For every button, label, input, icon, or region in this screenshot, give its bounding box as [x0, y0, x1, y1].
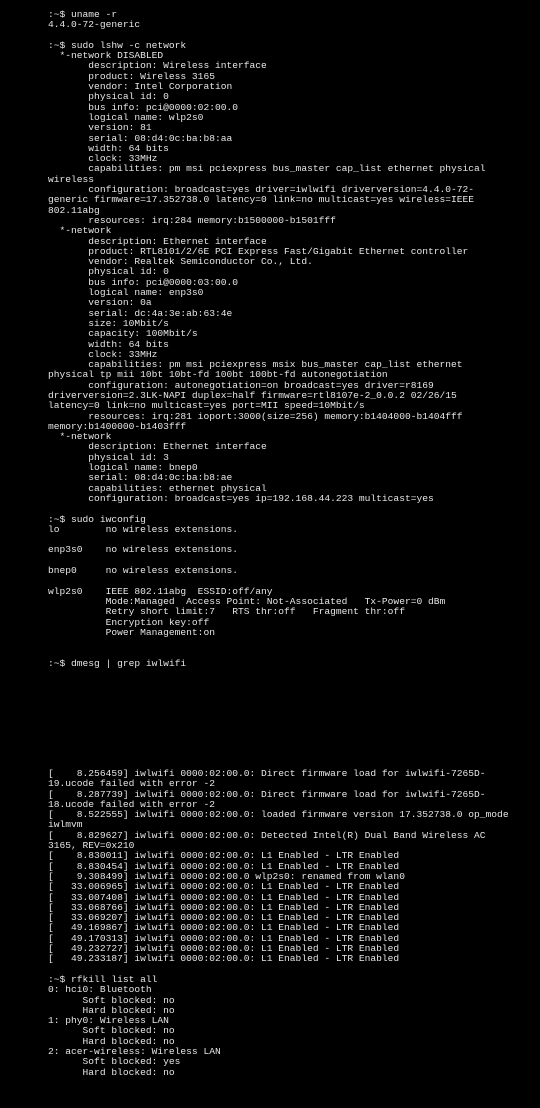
terminal-line: 4.4.0-72-generic: [48, 19, 141, 31]
terminal-line: generic firmware=17.352738.0 latency=0 link=no multicast=yes wireless=IEEE: [48, 194, 475, 206]
terminal-line: configuration: autonegotiation=on broadcast=yes driver=r8169: [48, 379, 434, 391]
terminal-line: wlp2s0 IEEE 802.11abg ESSID:off/any: [48, 585, 273, 597]
terminal-line: 1: phy0: Wireless LAN: [48, 1015, 169, 1027]
terminal-line: capabilities: pm msi pciexpress bus_master cap_list ethernet physical: [48, 163, 486, 175]
terminal-line: [ 33.068766] iwlwifi 0000:02:00.0: L1 Enabled - LTR Enabled: [48, 901, 400, 913]
terminal-line: *-network: [48, 225, 112, 237]
terminal-line: physical id: 0: [48, 266, 169, 278]
terminal-line: 802.11abg: [48, 204, 100, 216]
terminal-line: vendor: Intel Corporation: [48, 81, 233, 93]
terminal-line: enp3s0 no wireless extensions.: [48, 544, 238, 556]
terminal-line: lo no wireless extensions.: [48, 523, 238, 535]
terminal-line: serial: dc:4a:3e:ab:63:4e: [48, 307, 233, 319]
terminal-line: clock: 33MHz: [48, 153, 158, 165]
terminal-line: :~$ dmesg | grep iwlwifi: [48, 657, 187, 669]
terminal-line: iwlmvm: [48, 819, 83, 831]
terminal-line: bnep0 no wireless extensions.: [48, 565, 238, 577]
terminal-empty-gap: [48, 669, 540, 769]
terminal-line: width: 64 bits: [48, 142, 169, 154]
terminal-line: [ 49.170313] iwlwifi 0000:02:00.0: L1 Enabled - LTR Enabled: [48, 932, 400, 944]
terminal-line: resources: irq:281 ioport:3000(size=256) memory:b1404000-b1404fff: [48, 410, 463, 422]
terminal-line: size: 10Mbit/s: [48, 317, 169, 329]
terminal-line: description: Wireless interface: [48, 60, 267, 72]
terminal-line: [ 8.829627] iwlwifi 0000:02:00.0: Detected Intel(R) Dual Band Wireless AC: [48, 829, 486, 841]
terminal-block-commands: [48, 10, 540, 669]
terminal-line: width: 64 bits: [48, 338, 169, 350]
terminal-line: [ 8.830011] iwlwifi 0000:02:00.0: L1 Enabled - LTR Enabled: [48, 850, 400, 862]
terminal-line: Retry short limit:7 RTS thr:off Fragment thr:off: [48, 606, 405, 618]
terminal-line: product: RTL8101/2/6E PCI Express Fast/Gigabit Ethernet controller: [48, 245, 469, 257]
terminal-line: Mode:Managed Access Point: Not-Associated Tx-Power=0 dBm: [48, 595, 446, 607]
terminal-line: Soft blocked: no: [48, 994, 175, 1006]
terminal-line: [ 9.308499] iwlwifi 0000:02:00.0 wlp2s0: renamed from wlan0: [48, 870, 405, 882]
terminal-line: logical name: bnep0: [48, 462, 198, 474]
terminal-line: version: 81: [48, 122, 152, 134]
terminal-line: memory:b1400000-b1403fff: [48, 420, 187, 432]
terminal-line: logical name: enp3s0: [48, 287, 204, 299]
terminal-line: :~$ sudo iwconfig: [48, 513, 146, 525]
terminal-line: 0: hci0: Bluetooth: [48, 984, 152, 996]
terminal-line: 19.ucode failed with error -2: [48, 778, 215, 790]
terminal-line: :~$ rfkill list all: [48, 973, 158, 985]
terminal-line: driverversion=2.3LK-NAPI duplex=half firmware=rtl8107e-2_0.0.2 02/26/15: [48, 389, 457, 401]
terminal-line: [ 49.169867] iwlwifi 0000:02:00.0: L1 Enabled - LTR Enabled: [48, 922, 400, 934]
terminal-line: latency=0 link=no multicast=yes port=MII speed=10Mbit/s: [48, 400, 365, 412]
terminal-line: configuration: broadcast=yes ip=192.168.44.223 multicast=yes: [48, 492, 434, 504]
terminal-line: configuration: broadcast=yes driver=iwlwifi driverversion=4.4.0-72-: [48, 184, 475, 196]
terminal-line: [ 8.830454] iwlwifi 0000:02:00.0: L1 Enabled - LTR Enabled: [48, 860, 400, 872]
terminal-line: Soft blocked: no: [48, 1025, 175, 1037]
terminal-line: Hard blocked: no: [48, 1035, 175, 1047]
terminal-line: [48, 504, 540, 514]
terminal-line: resources: irq:284 memory:b1500000-b1501fff: [48, 214, 336, 226]
terminal-line: bus info: pci@0000:03:00.0: [48, 276, 238, 288]
terminal-line: *-network: [48, 431, 112, 443]
terminal-line: [ 33.069207] iwlwifi 0000:02:00.0: L1 Enabled - LTR Enabled: [48, 912, 400, 924]
terminal-line: [ 33.007408] iwlwifi 0000:02:00.0: L1 Enabled - LTR Enabled: [48, 891, 400, 903]
terminal-line: 2: acer-wireless: Wireless LAN: [48, 1046, 221, 1058]
terminal-line: [ 33.006965] iwlwifi 0000:02:00.0: L1 Enabled - LTR Enabled: [48, 881, 400, 893]
terminal-line: clock: 33MHz: [48, 348, 158, 360]
terminal-line: description: Ethernet interface: [48, 235, 267, 247]
terminal-line: version: 0a: [48, 297, 152, 309]
terminal-line: *-network DISABLED: [48, 50, 164, 62]
terminal-line: logical name: wlp2s0: [48, 111, 204, 123]
terminal-line: Hard blocked: no: [48, 1004, 175, 1016]
terminal-line: 3165, REV=0x210: [48, 840, 135, 852]
terminal-line: Encryption key:off: [48, 616, 210, 628]
terminal-line: physical tp mii 10bt 10bt-fd 100bt 100bt-fd autonegotiation: [48, 369, 388, 381]
terminal-line: capabilities: ethernet physical: [48, 482, 267, 494]
terminal-line: wireless: [48, 173, 95, 185]
terminal-line: serial: 08:d4:0c:ba:b8:aa: [48, 132, 233, 144]
terminal-line: :~$ sudo lshw -c network: [48, 39, 187, 51]
terminal-line: serial: 08:d4:0c:ba:b8:ae: [48, 472, 233, 484]
terminal-line: capacity: 100Mbit/s: [48, 328, 198, 340]
terminal-line: [ 49.233187] iwlwifi 0000:02:00.0: L1 Enabled - LTR Enabled: [48, 953, 400, 965]
terminal-line: product: Wireless 3165: [48, 70, 215, 82]
terminal-line: Hard blocked: no: [48, 1066, 175, 1078]
terminal-line: 18.ucode failed with error -2: [48, 798, 215, 810]
terminal-line: [ 8.256459] iwlwifi 0000:02:00.0: Direct firmware load for iwlwifi-7265D-: [48, 768, 486, 779]
terminal-line: physical id: 3: [48, 451, 169, 463]
terminal-line: :~$ uname -r: [48, 9, 118, 20]
terminal-line: [ 8.287739] iwlwifi 0000:02:00.0: Direct firmware load for iwlwifi-7265D-: [48, 788, 486, 800]
terminal-line: [48, 638, 540, 648]
terminal-line: vendor: Realtek Semiconductor Co., Ltd.: [48, 256, 313, 268]
terminal-line: physical id: 0: [48, 91, 169, 103]
terminal-line: Power Management:on: [48, 626, 215, 638]
terminal-block-logs: [48, 769, 540, 1078]
terminal-line: description: Ethernet interface: [48, 441, 267, 453]
terminal-line: Soft blocked: yes: [48, 1056, 181, 1068]
terminal-line: [ 49.232727] iwlwifi 0000:02:00.0: L1 Enabled - LTR Enabled: [48, 943, 400, 955]
terminal-line: bus info: pci@0000:02:00.0: [48, 101, 238, 113]
terminal-line: [ 8.522555] iwlwifi 0000:02:00.0: loaded firmware version 17.352738.0 op_mode: [48, 809, 509, 821]
terminal-line: capabilities: pm msi pciexpress msix bus_master cap_list ethernet: [48, 359, 463, 371]
